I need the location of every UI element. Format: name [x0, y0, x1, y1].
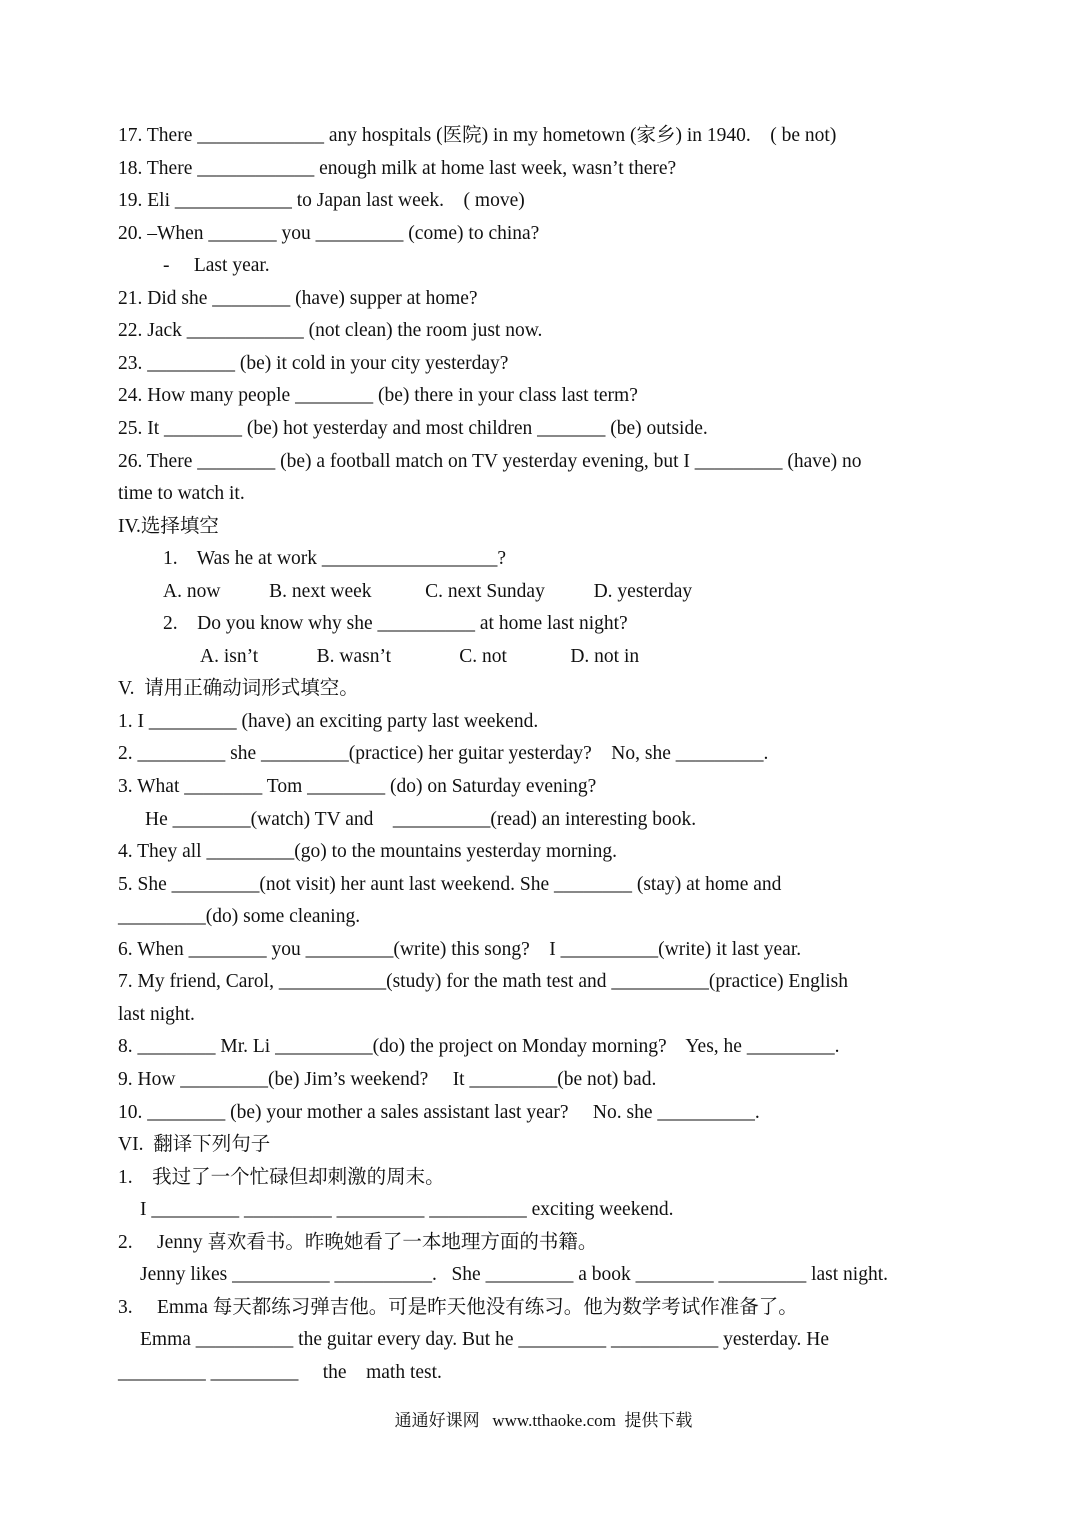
- text-line: 4. They all _________(go) to the mountains yesterday morning.: [118, 841, 617, 863]
- text-line: He ________(watch) TV and __________(read) an interesting book.: [145, 808, 697, 830]
- text-line: _________(do) some cleaning.: [118, 906, 361, 928]
- text-line: 3. What ________ Tom ________ (do) on Saturday evening?: [118, 776, 597, 797]
- text-line: 8. ________ Mr. Li __________(do) the project on Monday morning? Yes, he _________.: [118, 1036, 840, 1058]
- text-line: VI. 翻译下列句子: [118, 1134, 271, 1156]
- text-line: _________ _________ the math test.: [118, 1361, 442, 1383]
- text-line: 5. She _________(not visit) her aunt last weekend. She ________ (stay) at home and: [118, 873, 782, 895]
- text-line: 2. _________ she _________(practice) her guitar yesterday? No, she _________.: [118, 743, 769, 765]
- text-line: 3. Emma 每天都练习弹吉他。可是昨天他没有练习。他为数学考试作准备了。: [118, 1296, 798, 1318]
- text-line: time to watch it.: [118, 483, 245, 505]
- text-line: IV.选择填空: [118, 515, 219, 537]
- text-line: 20. –When _______ you _________ (come) to china?: [118, 222, 540, 244]
- text-line: 21. Did she ________ (have) supper at home?: [118, 287, 478, 309]
- text-line: 1. Was he at work __________________?: [163, 548, 507, 570]
- text-line: 2. Jenny 喜欢看书。昨晚她看了一本地理方面的书籍。: [118, 1231, 598, 1253]
- text-line: 1. 我过了一个忙碌但却刺激的周末。: [118, 1166, 445, 1188]
- text-line: 24. How many people ________ (be) there in your class last term?: [118, 385, 638, 407]
- text-line: A. isn’t B. wasn’t C. not D. not in: [200, 645, 640, 667]
- text-line: 7. My friend, Carol, ___________(study) for the math test and __________(practice) English: [118, 971, 849, 993]
- text-line: Jenny likes __________ __________. She _________ a book ________ _________ last night.: [140, 1264, 889, 1286]
- text-line: A. now B. next week C. next Sunday D. yesterday: [163, 580, 693, 602]
- text-line: 19. Eli ____________ to Japan last week. ( move): [118, 190, 525, 212]
- text-line: 9. How _________(be) Jim’s weekend? It _________(be not) bad.: [118, 1068, 657, 1090]
- text-line: last night.: [118, 1003, 195, 1025]
- text-line: 10. ________ (be) your mother a sales assistant last year? No. she __________.: [118, 1101, 760, 1123]
- text-line: - Last year.: [163, 255, 270, 277]
- text-line: 25. It ________ (be) hot yesterday and most children _______ (be) outside.: [118, 417, 708, 439]
- text-line: 6. When ________ you _________(write) this song? I __________(write) it last year.: [118, 938, 802, 960]
- text-line: 22. Jack ____________ (not clean) the room just now.: [118, 320, 543, 342]
- text-line: 18. There ____________ enough milk at home last week, wasn’t there?: [118, 157, 677, 179]
- text-line: 17. There _____________ any hospitals (医院) in my hometown (家乡) in 1940. ( be not): [118, 125, 837, 146]
- text-line: 1. I _________ (have) an exciting party last weekend.: [118, 710, 539, 732]
- text-line: V. 请用正确动词形式填空。: [118, 678, 359, 700]
- text-line: Emma __________ the guitar every day. But he _________ ___________ yesterday. He: [140, 1329, 830, 1351]
- text-line: I _________ _________ _________ __________ exciting weekend.: [140, 1199, 674, 1221]
- text-line: 26. There ________ (be) a football match on TV yesterday evening, but I _________ (have) no: [118, 450, 862, 472]
- page-footer: 通通好课网 www.tthaoke.com 提供下载: [394, 1411, 693, 1430]
- text-line: 2. Do you know why she __________ at home last night?: [163, 613, 628, 635]
- text-line: 23. _________ (be) it cold in your city yesterday?: [118, 352, 509, 374]
